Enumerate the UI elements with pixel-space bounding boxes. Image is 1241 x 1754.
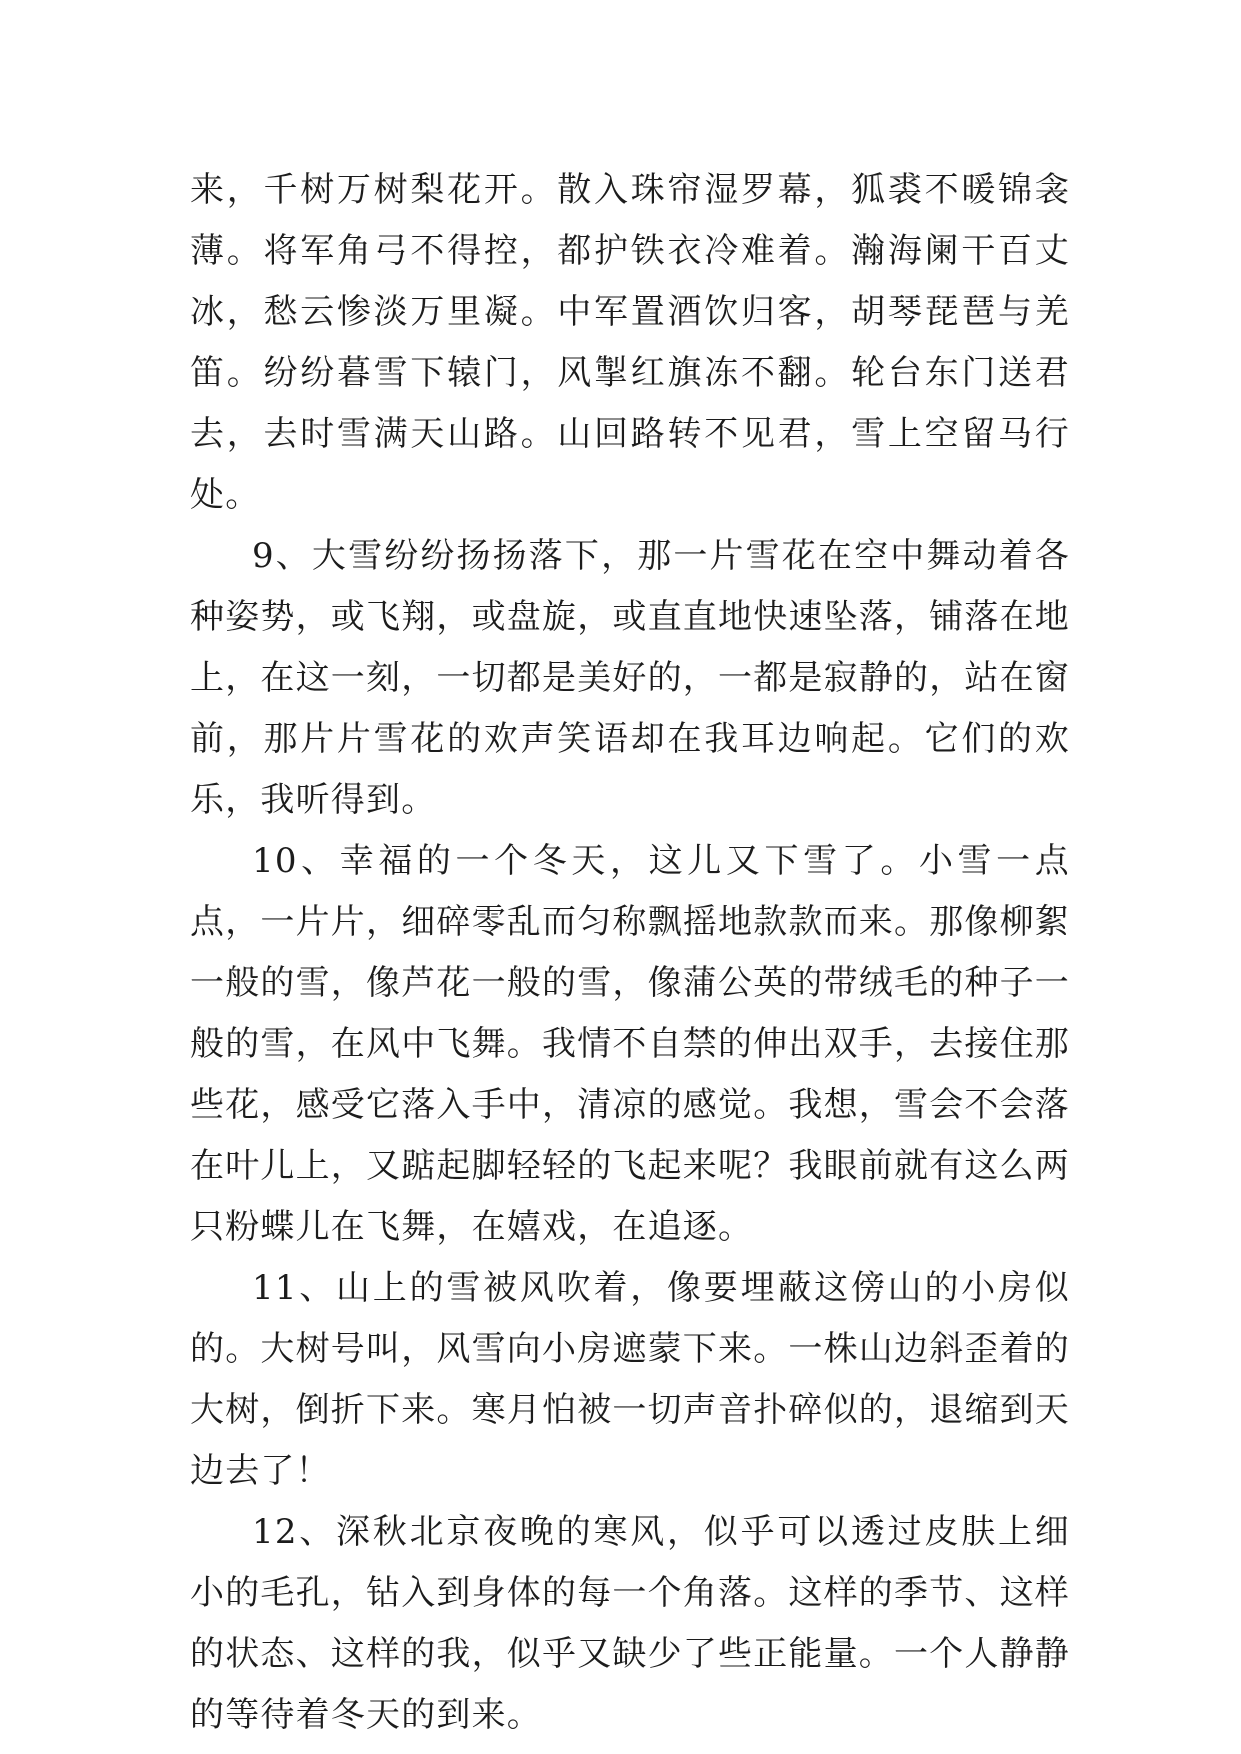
document-body <box>190 160 1070 1746</box>
paragraph-10: 10、幸福的一个冬天，这儿又下雪了。小雪一点点，一片片，细碎零乱而匀称飘摇地款款而来。那像柳絮一般的雪，像芦花一般的雪，像蒲公英的带绒毛的种子一般的雪，在风中飞舞。我情不自禁的伸出双手，去接住那些花，感受它落入手中，清凉的感觉。我想，雪会不会落在叶儿上，又踮起脚轻轻的飞起来呢？我眼前就有这么两只粉蝶儿在飞舞，在嬉戏，在追逐。 <box>190 841 1070 1247</box>
paragraph-poem-continuation: 来，千树万树梨花开。散入珠帘湿罗幕，狐裘不暖锦衾薄。将军角弓不得控，都护铁衣冷难着。瀚海阑干百丈冰，愁云惨淡万里凝。中军置酒饮归客，胡琴琵琶与羌笛。纷纷暮雪下辕门，风掣红旗冻不翻。轮台东门送君去，去时雪满天山路。山回路转不见君，雪上空留马行处。 <box>190 170 1070 515</box>
paragraph-9: 9、大雪纷纷扬扬落下，那一片雪花在空中舞动着各种姿势，或飞翔，或盘旋，或直直地快速坠落，铺落在地上，在这一刻，一切都是美好的，一都是寂静的，站在窗前，那片片雪花的欢声笑语却在我耳边响起。它们的欢乐，我听得到。 <box>190 536 1070 820</box>
paragraph-11: 11、山上的雪被风吹着，像要埋蔽这傍山的小房似的。大树号叫，风雪向小房遮蒙下来。一株山边斜歪着的大树，倒折下来。寒月怕被一切声音扑碎似的，退缩到天边去了！ <box>190 1268 1070 1491</box>
paragraph-12: 12、深秋北京夜晚的寒风，似乎可以透过皮肤上细小的毛孔，钻入到身体的每一个角落。这样的季节、这样的状态、这样的我，似乎又缺少了些正能量。一个人静静的等待着冬天的到来。 <box>190 1512 1070 1735</box>
